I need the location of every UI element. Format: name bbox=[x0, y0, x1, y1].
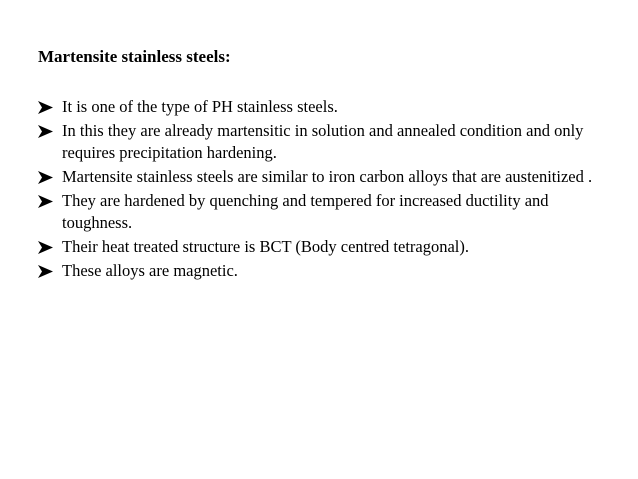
bullet-text: Martensite stainless steels are similar to iron carbon alloys that are austenitized . bbox=[62, 167, 593, 186]
arrowhead-bullet-icon bbox=[38, 260, 56, 282]
arrowhead-bullet-icon bbox=[38, 236, 56, 258]
bullet-text: Their heat treated structure is BCT (Body centred tetragonal). bbox=[62, 237, 470, 256]
arrowhead-bullet-icon bbox=[38, 96, 56, 118]
bullet-text: In this they are already martensitic in solution and annealed condition and only requires precipitation hardening. bbox=[62, 121, 584, 162]
list-item bbox=[38, 96, 618, 118]
list-item bbox=[38, 260, 618, 282]
arrowhead-bullet-icon bbox=[38, 120, 56, 142]
list-item bbox=[38, 190, 618, 234]
list-item bbox=[38, 236, 618, 258]
bullet-text: It is one of the type of PH stainless steels. bbox=[62, 97, 338, 116]
list-item bbox=[38, 166, 618, 188]
bullet-text: These alloys are magnetic. bbox=[62, 261, 238, 280]
bullet-text: They are hardened by quenching and tempered for increased ductility and toughness. bbox=[62, 191, 549, 232]
arrowhead-bullet-icon bbox=[38, 166, 56, 188]
bullet-list bbox=[38, 96, 618, 284]
slide-title: Martensite stainless steels: bbox=[38, 47, 231, 66]
list-item bbox=[38, 120, 618, 164]
arrowhead-bullet-icon bbox=[38, 190, 56, 212]
